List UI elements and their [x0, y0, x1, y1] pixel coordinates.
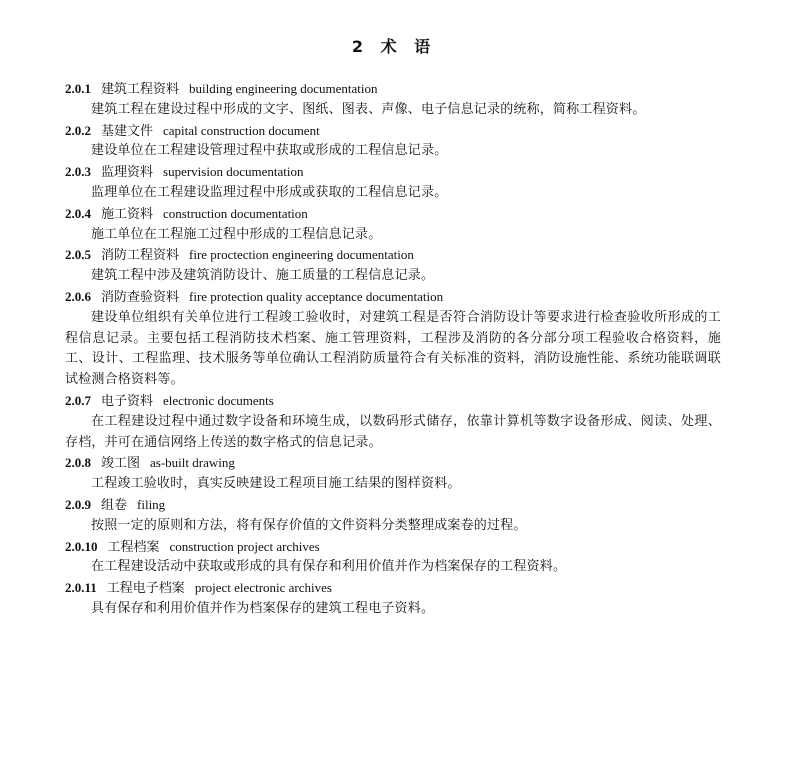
- term-number: 2.0.10: [65, 538, 98, 554]
- term-chinese-name: 工程档案: [107, 539, 160, 555]
- term-english-name: supervision documentation: [163, 164, 304, 180]
- term-definition: 按照一定的原则和方法，将有保存价值的文件资料分类整理成案卷的过程。: [91, 517, 527, 533]
- term-heading: [65, 245, 721, 266]
- term-chinese-name: 基建文件: [101, 123, 154, 139]
- term-number: 2.0.1: [65, 81, 91, 96]
- term-chinese-name: 竣工图: [101, 456, 141, 472]
- term-chinese-name: 消防工程资料: [101, 248, 180, 264]
- term-english-name: building engineering documentation: [189, 81, 378, 96]
- term-english-name: construction project archives: [169, 538, 320, 554]
- term-2-0-6: [65, 287, 721, 391]
- term-definition: 工程竣工验收时，真实反映建设工程项目施工结果的图样资料。: [91, 476, 461, 492]
- term-2-0-10: [65, 537, 721, 579]
- term-chinese-name: 电子资料: [101, 393, 154, 409]
- term-heading: [65, 391, 721, 412]
- term-english-name: capital construction document: [163, 122, 320, 138]
- chapter-title-text: 术 语: [380, 37, 437, 56]
- term-2-0-2: [65, 121, 721, 163]
- term-2-0-3: [65, 162, 721, 204]
- term-2-0-4: [65, 204, 721, 246]
- term-definition: 建设单位组织有关单位进行工程竣工验收时，对建筑工程是否符合消防设计等要求进行检查验收所形成的工程信息记录。主要包括工程消防技术档案、施工管理资料，工程涉及消防的各分部分项工程验收合格资料，施工、设计、工程监理、技术服务等单位确认工程消防质量符合有关标准的资料，消防设施性能、系统功能联调联试检测合格资料等。: [65, 309, 721, 388]
- term-chinese-name: 工程电子档案: [106, 581, 185, 597]
- term-2-0-5: [65, 245, 721, 287]
- term-2-0-1: [65, 79, 721, 121]
- term-heading: [65, 121, 721, 142]
- chapter-title: [0, 34, 788, 57]
- term-english-name: fire proctection engineering documentation: [189, 247, 414, 263]
- term-definition: 建筑工程中涉及建筑消防设计、施工质量的工程信息记录。: [91, 268, 435, 284]
- term-2-0-9: [65, 495, 721, 537]
- term-number: 2.0.11: [65, 580, 97, 596]
- term-number: 2.0.9: [65, 496, 91, 512]
- term-heading: [65, 578, 721, 599]
- term-number: 2.0.5: [65, 247, 91, 263]
- term-2-0-11: [65, 578, 721, 620]
- term-english-name: filing: [137, 496, 166, 512]
- term-list: [65, 79, 721, 620]
- term-definition: 在工程建设过程中通过数字设备和环境生成，以数码形式储存，依靠计算机等数字设备形成、阅读、处理、存档，并可在通信网络上传送的数字格式的信息记录。: [65, 413, 721, 450]
- term-english-name: as-built drawing: [150, 455, 235, 471]
- term-definition: 具有保存和利用价值并作为档案保存的建筑工程电子资料。: [91, 600, 435, 616]
- term-english-name: project electronic archives: [194, 580, 332, 596]
- term-definition: 监理单位在工程建设监理过程中形成或获取的工程信息记录。: [91, 184, 448, 200]
- term-heading: [65, 537, 721, 558]
- term-chinese-name: 施工资料: [101, 206, 154, 222]
- term-heading: [65, 287, 721, 308]
- term-chinese-name: 组卷: [101, 497, 128, 513]
- term-definition: 在工程建设活动中获取或形成的具有保存和利用价值并作为档案保存的工程资料。: [91, 559, 567, 575]
- term-heading: [65, 79, 721, 100]
- term-chinese-name: 建筑工程资料: [101, 82, 180, 97]
- term-english-name: construction documentation: [163, 205, 308, 221]
- term-definition: 建筑工程在建设过程中形成的文字、图纸、图表、声像、电子信息记录的统称，简称工程资料。: [91, 101, 646, 117]
- term-number: 2.0.4: [65, 205, 91, 221]
- term-number: 2.0.3: [65, 164, 91, 180]
- term-heading: [65, 453, 721, 474]
- term-heading: [65, 204, 721, 225]
- term-heading: [65, 495, 721, 516]
- term-number: 2.0.6: [65, 288, 91, 304]
- term-number: 2.0.7: [65, 392, 91, 408]
- term-number: 2.0.8: [65, 455, 91, 471]
- term-definition: 建设单位在工程建设管理过程中获取或形成的工程信息记录。: [91, 143, 448, 159]
- term-chinese-name: 消防查验资料: [101, 289, 180, 305]
- term-english-name: electronic documents: [163, 392, 274, 408]
- term-chinese-name: 监理资料: [101, 165, 154, 181]
- term-2-0-8: [65, 453, 721, 495]
- term-definition: 施工单位在工程施工过程中形成的工程信息记录。: [91, 226, 382, 242]
- term-number: 2.0.2: [65, 122, 91, 138]
- term-english-name: fire protection quality acceptance documentation: [189, 288, 444, 304]
- chapter-number: 2: [351, 37, 369, 56]
- term-heading: [65, 162, 721, 183]
- term-2-0-7: [65, 391, 721, 453]
